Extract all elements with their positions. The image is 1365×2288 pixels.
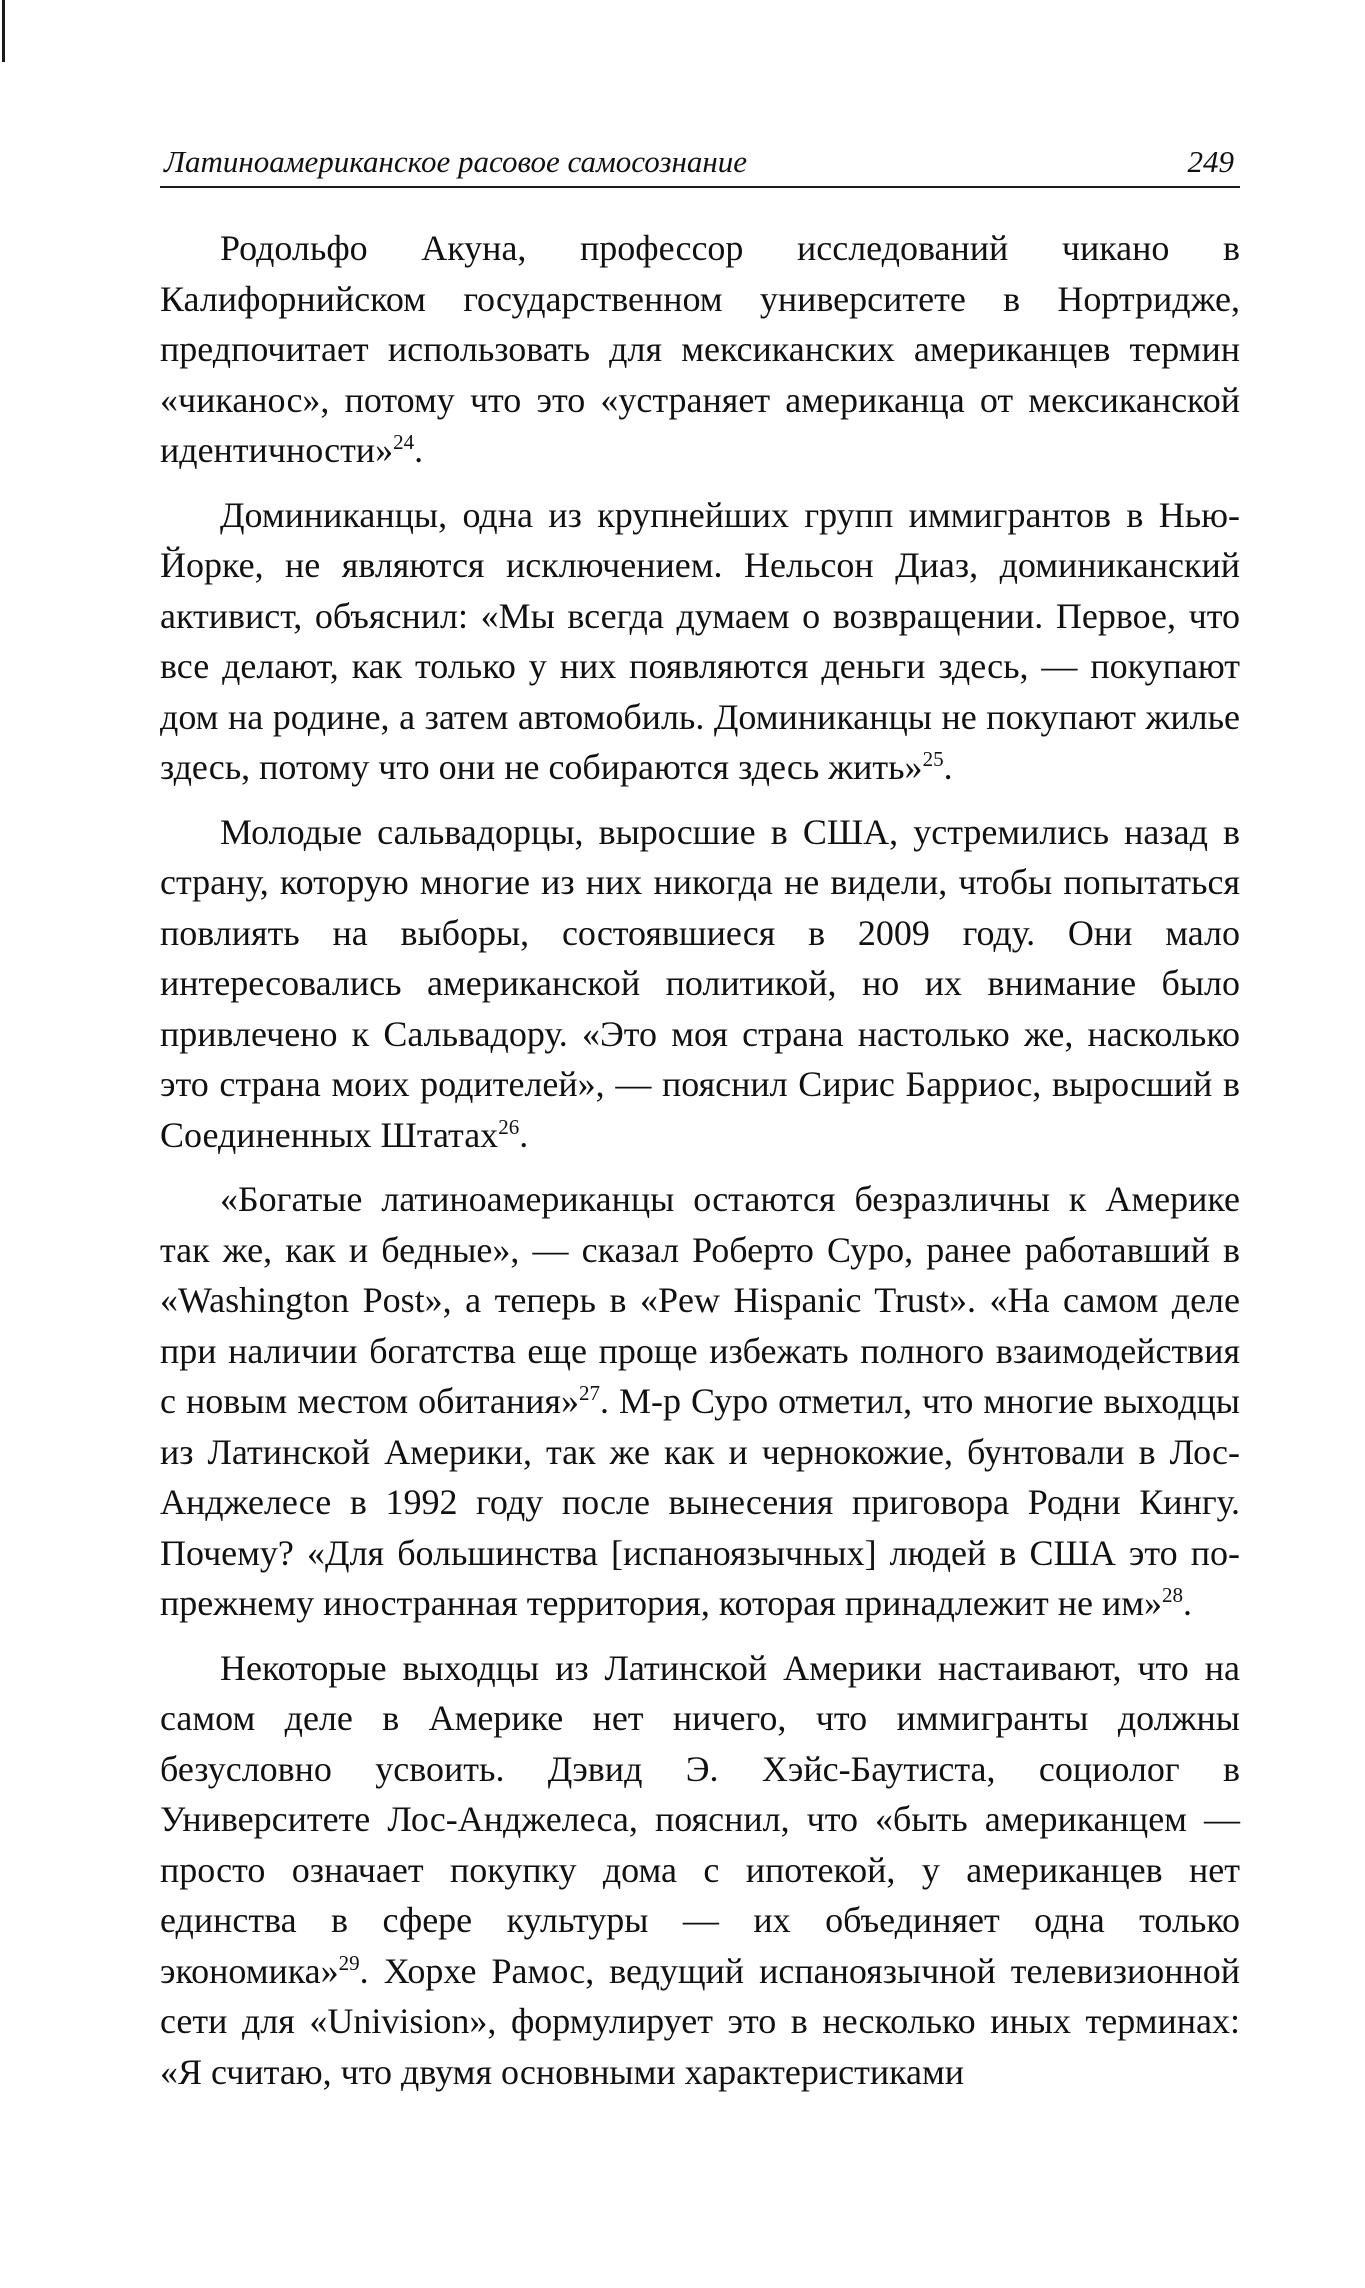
paragraph-text: Некоторые выходцы из Латинской Америки настаивают, что на самом деле в Америке нет ничего, что иммигранты должны безусловно усвоить. Дэвид Э. Хэйс-Баутиста, социолог в Университете Лос-Анджелеса, пояснил, что «быть американцем — просто означает покупку дома с ипотекой, у американцев нет единства в сфере культуры — их объединяет одна только экономика» (160, 1647, 1240, 1991)
footnote-ref: 26 (498, 1114, 520, 1139)
paragraph (160, 807, 1240, 1161)
paragraph-tail: . Хорхе Рамос, ведущий испаноязычной телевизионной сети для «Univision», формулирует это в несколько иных терминах: «Я считаю, что двумя основными характеристиками (160, 1950, 1240, 2092)
footnote-ref: 24 (393, 430, 415, 454)
footnote-ref: 27 (579, 1381, 600, 1405)
body-text (160, 223, 1240, 2111)
paragraph-text: Молодые сальвадорцы, выросшие в США, устремились назад в страну, которую многие из них никогда не видели, чтобы попытаться повлиять на выборы, состоявшиеся в 2009 году. Они мало интересовались американской политикой, но их внимание было привлечено к Сальвадору. «Это моя страна настолько же, насколько это страна моих родителей», — пояснил Сирис Барриос, выросший в Соединенных Штатах (160, 811, 1240, 1155)
paragraph-tail: . М-р Суро отметил, что многие выходцы из Латинской Америки, так же как и чернокожие, бунтовали в Лос-Анджелесе в 1992 году после вынесения приговора Родни Кингу. Почему? «Для большинства [испаноязычных] людей в США это по-прежнему иностранная территория, которая принадлежит не им» (160, 1381, 1240, 1623)
paragraph-tail: . (414, 430, 424, 470)
page-number: 249 (1187, 144, 1234, 179)
paragraph (160, 490, 1240, 793)
paragraph (160, 223, 1240, 476)
paragraph-tail: . (1183, 1583, 1193, 1623)
footnote-ref: 25 (922, 747, 944, 771)
paragraph-tail: . (519, 1114, 529, 1155)
paragraph (160, 1174, 1240, 1629)
paragraph-tail: . (943, 747, 953, 787)
paragraph-text: Родольфо Акуна, профессор исследований чикано в Калифорнийском государственном университете в Нортридже, предпочитает использовать для мексиканских американцев термин «чиканос», потому что это «устраняет американца от мексиканской идентичности» (160, 228, 1240, 470)
footnote-ref: 29 (338, 1950, 360, 1975)
scan-edge-mark (2, 0, 5, 62)
paragraph (160, 1643, 1240, 2098)
footnote-ref: 28 (1162, 1583, 1184, 1607)
paragraph-text: Доминиканцы, одна из крупнейших групп иммигрантов в Нью-Йорке, не являются исключением. Нельсон Диаз, доминиканский активист, объяснил: «Мы всегда думаем о возвращении. Первое, что все делают, как только у них появляются деньги здесь, — покупают дом на родине, а затем автомобиль. Доминиканцы не покупают жилье здесь, потому что они не собираются здесь жить» (160, 494, 1240, 787)
running-title: Латиноамериканское расовое самосознание (164, 144, 747, 179)
running-header (160, 142, 1240, 188)
paragraph-text: «Богатые латиноамериканцы остаются безразличны к Америке так же, как и бедные», — сказал Роберто Суро, ранее работавший в «Washington Post», а теперь в «Pew Hispanic Trust». «На самом деле при наличии богатства еще проще избежать полного взаимодействия с новым местом обитания» (160, 1179, 1240, 1421)
